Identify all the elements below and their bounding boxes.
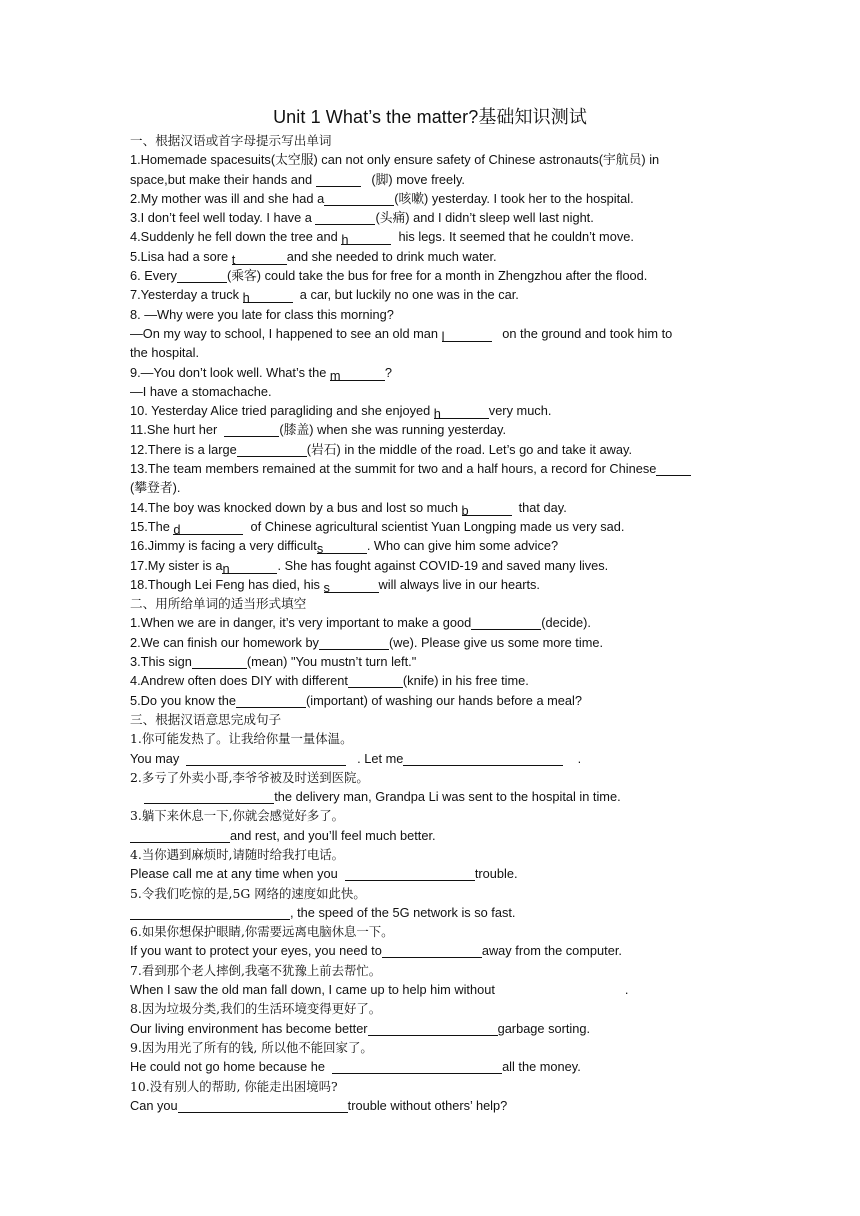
question-3-5: , the speed of the 5G network is so fast. <box>130 903 730 922</box>
question-1-9: 9.—You don’t look well. What’s the m ? <box>130 364 393 383</box>
answer-blank[interactable] <box>462 501 512 516</box>
answer-blank[interactable] <box>130 905 290 920</box>
question-1-16: 16.Jimmy is facing a very difficults . Who can give him some advice? <box>130 538 559 557</box>
question-3-6-chinese: 6.如果你想保护眼睛,你需要远离电脑休息一下。 <box>130 924 394 940</box>
answer-blank[interactable] <box>178 1098 348 1113</box>
question-3-7: When I saw the old man fall down, I came up to help him without . <box>130 982 629 998</box>
hint-letter: h <box>433 406 441 422</box>
answer-blank[interactable] <box>222 559 277 574</box>
question-3-3-chinese: 3.躺下来休息一下,你就会感觉好多了。 <box>130 808 345 824</box>
answer-blank[interactable] <box>495 982 625 997</box>
question-1-9-b: —I have a stomachache. <box>130 383 272 399</box>
section-heading-1: 一、根据汉语或首字母提示写出单词 <box>130 133 332 148</box>
question-1-13-cont: (攀登者). <box>130 480 181 496</box>
question-1-7: 7.Yesterday a truck h a car, but luckily no one was in the car. <box>130 287 519 306</box>
answer-blank[interactable] <box>232 250 287 265</box>
answer-blank[interactable] <box>345 866 475 881</box>
answer-blank[interactable] <box>192 654 247 669</box>
question-1-10: 10. Yesterday Alice tried paragliding and she enjoyed h very much. <box>130 403 552 422</box>
question-1-11: 11.She hurt her (膝盖) when she was running yesterday. <box>130 422 507 438</box>
question-3-8: Our living environment has become better garbage sorting. <box>130 1020 591 1036</box>
question-3-9-chinese: 9.因为用光了所有的钱, 所以他不能回家了。 <box>130 1039 373 1055</box>
question-1-2: 2.My mother was ill and she had a (咳嗽) yesterday. I took her to the hospital. <box>130 190 634 206</box>
answer-blank[interactable] <box>186 751 346 766</box>
worksheet-content <box>130 131 730 1115</box>
answer-blank[interactable] <box>471 615 541 630</box>
answer-blank[interactable] <box>236 693 306 708</box>
question-3-7-chinese: 7.看到那个老人摔倒,我毫不犹豫上前去帮忙。 <box>130 962 382 978</box>
answer-blank[interactable] <box>324 578 379 593</box>
question-1-13: 13.The team members remained at the summit for two and a half hours, a record for Chinese <box>130 459 730 478</box>
answer-blank[interactable] <box>341 230 391 248</box>
question-1-8-b: —On my way to school, I happened to see an old man l on the ground and took him to <box>130 325 673 344</box>
question-1-8-c: the hospital. <box>130 345 200 361</box>
hint-letter: n <box>222 560 230 576</box>
question-1-18: 18.Though Lei Feng has died, his s will always live in our hearts. <box>130 576 540 595</box>
question-3-2: the delivery man, Grandpa Li was sent to the hospital in time. <box>130 787 730 806</box>
section-heading-3: 三、根据汉语意思完成句子 <box>130 711 282 727</box>
answer-blank[interactable] <box>330 366 385 381</box>
question-3-9: He could not go home because he all the money. <box>130 1059 581 1075</box>
question-3-4-chinese: 4.当你遇到麻烦时,请随时给我打电话。 <box>130 846 345 862</box>
answer-blank[interactable] <box>316 172 361 187</box>
question-2-2: 2.We can finish our homework by (we). Please give us some more time. <box>130 634 604 650</box>
question-3-1: You may . Let me . <box>130 750 582 766</box>
hint-letter: d <box>173 521 181 537</box>
question-2-1: 1.When we are in danger, it’s very important to make a good (decide). <box>130 615 591 631</box>
question-1-8: 8. —Why were you late for class this morning? <box>130 306 394 322</box>
answer-blank[interactable] <box>144 789 274 804</box>
question-2-4: 4.Andrew often does DIY with different (knife) in his free time. <box>130 673 529 689</box>
answer-blank[interactable] <box>382 943 482 958</box>
question-3-1-chinese: 1.你可能发热了。让我给你量一量体温。 <box>130 731 353 747</box>
answer-blank[interactable] <box>656 461 691 476</box>
question-3-2-chinese: 2.多亏了外卖小哥,李爷爷被及时送到医院。 <box>130 769 369 785</box>
question-3-5-chinese: 5.令我们吃惊的是,5G 网络的速度如此快。 <box>130 885 366 901</box>
hint-letter: h <box>242 290 250 306</box>
question-3-8-chinese: 8.因为垃圾分类,我们的生活环境变得更好了。 <box>130 1001 382 1017</box>
question-3-4: Please call me at any time when you trouble. <box>130 866 518 882</box>
question-1-4: 4.Suddenly he fell down the tree and h his legs. It seemed that he couldn’t move. <box>130 229 634 248</box>
answer-blank[interactable] <box>177 268 227 283</box>
hint-letter: s <box>316 541 324 557</box>
answer-blank[interactable] <box>237 442 307 457</box>
question-1-5: 5.Lisa had a sore t and she needed to drink much water. <box>130 248 497 267</box>
answer-blank[interactable] <box>368 1021 498 1036</box>
answer-blank[interactable] <box>403 751 563 766</box>
answer-blank[interactable] <box>316 539 367 557</box>
answer-blank[interactable] <box>130 828 230 843</box>
question-1-12: 12.There is a large (岩石) in the middle of the road. Let’s go and take it away. <box>130 441 633 457</box>
answer-blank[interactable] <box>324 191 394 206</box>
section-heading-2: 二、用所给单词的适当形式填空 <box>130 596 307 612</box>
answer-blank[interactable] <box>348 673 403 688</box>
answer-blank[interactable] <box>173 520 243 535</box>
answer-blank[interactable] <box>224 422 279 437</box>
question-1-14: 14.The boy was knocked down by a bus and lost so much b that day. <box>130 499 567 518</box>
hint-letter: l <box>441 328 445 344</box>
hint-letter: t <box>231 251 236 267</box>
question-2-5: 5.Do you know the (important) of washing our hands before a meal? <box>130 692 582 708</box>
question-1-6: 6. Every (乘客) could take the bus for free for a month in Zhengzhou after the flood. <box>130 268 648 284</box>
hint-letter: h <box>341 232 349 248</box>
question-3-10: Can you trouble without others’ help? <box>130 1097 508 1113</box>
answer-blank[interactable] <box>315 210 375 225</box>
answer-blank[interactable] <box>442 327 492 342</box>
question-1-17: 17.My sister is an . She has fought against COVID-19 and saved many lives. <box>130 557 609 576</box>
question-1-3: 3.I don’t feel well today. I have a (头痛) and I didn’t sleep well last night. <box>130 210 594 226</box>
answer-blank[interactable] <box>332 1059 502 1074</box>
question-1-15: 15.The d of Chinese agricultural scientist Yuan Longping made us very sad. <box>130 518 625 537</box>
hint-letter: b <box>461 502 469 518</box>
question-3-3: and rest, and you’ll feel much better. <box>130 826 730 845</box>
answer-blank[interactable] <box>319 635 389 650</box>
question-2-3: 3.This sign (mean) "You mustn’t turn left." <box>130 654 417 670</box>
question-3-10-chinese: 10.没有别人的帮助, 你能走出困境吗? <box>130 1078 338 1094</box>
question-1-1-cont: space,but make their hands and (脚) move freely. <box>130 171 465 187</box>
question-1-1: 1.Homemade spacesuits(太空服) can not only ensure safety of Chinese astronauts(宇航员) in <box>130 152 660 168</box>
answer-blank[interactable] <box>242 288 293 306</box>
page-title: Unit 1 What’s the matter?基础知识测试 <box>273 107 587 127</box>
hint-letter: m <box>329 367 341 383</box>
question-3-6: If you want to protect your eyes, you need to away from the computer. <box>130 943 622 959</box>
answer-blank[interactable] <box>433 404 489 422</box>
hint-letter: s <box>323 579 330 595</box>
